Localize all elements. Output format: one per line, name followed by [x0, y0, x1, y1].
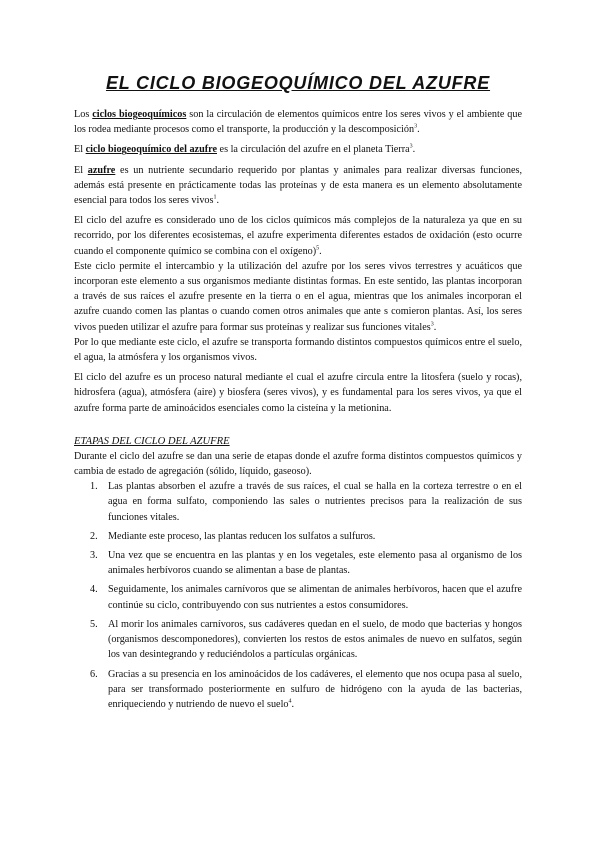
- section-intro: Durante el ciclo del azufre se dan una serie de etapas donde el azufre forma distintos compuestos químicos y cambia de estado de agregación (sólido, líquido, gaseoso).: [74, 450, 522, 478]
- paragraph-text: son la circulación de elementos químicos entre los seres vivos y el ambiente que los rodea mediante procesos como el transporte, la producción y la descomposición: [74, 109, 523, 136]
- paragraph-sulfur-nutrient: El azufre es un nutriente secundario requerido por plantas y animales para realizar diversas funciones, además está presente en prácticamente todas las proteínas y de esta manera es un elemento absolutamente esencial para todos los seres vivos$^1$.: [74, 164, 522, 207]
- citation-ref: 4: [288, 698, 292, 705]
- list-item-text: Mediante este proceso, las plantas reducen los sulfatos a sulfuros.: [108, 530, 376, 542]
- citation-ref: 3: [409, 144, 413, 151]
- term-ciclos-biogeoquimicos: ciclos biogeoquímicos: [92, 109, 187, 120]
- paragraph-sulfur-cycle-definition: El ciclo biogeoquímico del azufre es la circulación del azufre en el planeta Tierra$^3$.: [74, 144, 416, 156]
- paragraph-text: Los: [74, 109, 93, 120]
- list-item-text: Las plantas absorben el azufre a través de sus raíces, el cual se halla en la corteza terrestre o en el agua en forma sulfato, componiendo las sales o nutrientes precisos para la realización de sus funciones vitales.: [108, 481, 522, 523]
- list-number: 3.: [90, 550, 98, 562]
- list-item-text: Gracias a su presencia en los aminoácidos de los cadáveres, el elemento que nos ocupa pasa al suelo, para ser transformado posteriormente en sulfuro de hidrógeno con la ayuda de las bacterias, enriqueciendo y nutriendo de nuevo el suelo: [108, 668, 522, 710]
- list-number: 1.: [90, 481, 98, 493]
- paragraph-text: Por lo que mediante este ciclo, el azufre se transporta formando distintos compuestos químicos entre el suelo, el agua, la atmósfera y los organismos vivos.: [74, 336, 522, 364]
- paragraph-exchange: Este ciclo permite el intercambio y la utilización del azufre por los seres vivos terrestres y acuáticos que incorporan este elemento a sus organismos mediante distintas formas. En este sentido, las plantas incorporan a través de sus raíces el azufre presente en la tierra o en el agua, mientras que los animales incorporan el azufre cuando comen las plantas o cuando comen otros animales que ante s comieron plantas. Así, los seres vivos pueden utilizar el azufre para formar sus proteínas y realizar sus funciones vitales$^3$.: [74, 260, 522, 333]
- list-item: [74, 548, 522, 578]
- list-number: 5.: [90, 618, 98, 630]
- list-item: [74, 529, 522, 544]
- list-item: 6. Gracias a su presencia en los aminoácidos de los cadáveres, el elemento que nos ocupa pasa al suelo, para ser transformado posteriormente en sulfuro de hidrógeno con la ayuda de las bacterias, enriqueciendo y nutriendo de nuevo el suelo$^4$.: [90, 668, 522, 710]
- paragraph-natural-process: [74, 370, 522, 416]
- paragraph-text: El: [74, 164, 88, 176]
- list-number: 4.: [90, 584, 98, 596]
- list-item: [74, 617, 522, 663]
- paragraph-text: El ciclo del azufre es considerado uno de los ciclos químicos más complejos de la naturaleza ya que en su recorrido, por los diferentes ecosistemas, el azufre experimenta diferentes estados de oxidación (esto ocurre cuando el componente químico se combina con el oxígeno): [74, 215, 522, 257]
- paragraph-text: es un nutriente secundario requerido por plantas y animales para realizar diversas funciones, además está presente en prácticamente todas las proteínas y de esta manera es un elemento absolutamente esencial para todos los seres vivos: [74, 164, 522, 207]
- paragraph-complexity: El ciclo del azufre es considerado uno de los ciclos químicos más complejos de la naturaleza ya que en su recorrido, por los diferentes ecosistemas, el azufre experimenta diferentes estados de oxidación (esto ocurre cuando el componente químico se combina con el oxígeno)$^5$.: [74, 215, 522, 257]
- citation-ref: 1: [213, 194, 217, 201]
- list-number: 6.: [90, 668, 98, 680]
- list-item-text: Al morir los animales carnívoros, sus cadáveres quedan en el suelo, de modo que bacterias y hongos (organismos descomponedores), convierten los restos de estos animales de nuevo en sulfatos, según los van desintegrando y reduciéndolos a partículas orgánicas.: [108, 618, 522, 661]
- paragraph-text: es la circulación del azufre en el planeta Tierra: [217, 144, 410, 156]
- citation-ref: 5: [316, 245, 320, 252]
- citation-ref: 3: [414, 123, 418, 130]
- steps-list: [74, 479, 522, 712]
- paragraph-text: Este ciclo permite el intercambio y la utilización del azufre por los seres vivos terrestres y acuáticos que incorporan este elemento a sus organismos mediante distintas formas. En este sentido, las plantas incorporan a través de sus raíces el azufre presente en la tierra o en el agua, mientras que los animales incorporan el azufre cuando comen las plantas o cuando comen otros animales que ante s comieron plantas. Así, los seres vivos pueden utilizar el azufre para formar sus proteínas y realizar sus funciones vitales: [74, 260, 522, 333]
- paragraph-biogeochemical-cycles: Los ciclos biogeoquímicos son la circulación de elementos químicos entre los seres vivos y el ambiente que los rodea mediante procesos como el transporte, la producción y la descomposición$^3$.: [74, 109, 523, 136]
- section-heading-etapas: ETAPAS DEL CICLO DEL AZUFRE: [74, 435, 230, 447]
- paragraph-text: El ciclo del azufre es un proceso natural mediante el cual el azufre circula entre la litosfera (suelo y rocas), hidrosfera (agua), atmósfera (aire) y biosfera (seres vivos), y es fundamental para los seres vivos, ya que el azufre forma parte de aminoácidos esenciales como la cisteína y la metionina.: [74, 372, 522, 414]
- list-item: [74, 479, 522, 525]
- term-ciclo-del-azufre: ciclo biogeoquímico del azufre: [85, 144, 217, 156]
- paragraph-transport: [74, 335, 522, 365]
- term-azufre: azufre: [87, 164, 116, 176]
- list-item-text: Una vez que se encuentra en las plantas y en los vegetales, este elemento pasa al organismo de los animales herbívoros cuando se alimentan a base de plantas.: [108, 550, 522, 577]
- document-title: EL CICLO BIOGEOQUÍMICO DEL AZUFRE: [105, 73, 491, 93]
- list-number: 2.: [90, 530, 98, 542]
- citation-ref: 3: [430, 321, 434, 328]
- list-item: [74, 582, 522, 612]
- list-item-text: Seguidamente, los animales carnívoros que se alimentan de animales herbívoros, hacen que el azufre continúe su ciclo, contribuyendo con sus nutrientes a estos consumidores.: [108, 584, 522, 611]
- paragraph-text: El: [74, 144, 86, 156]
